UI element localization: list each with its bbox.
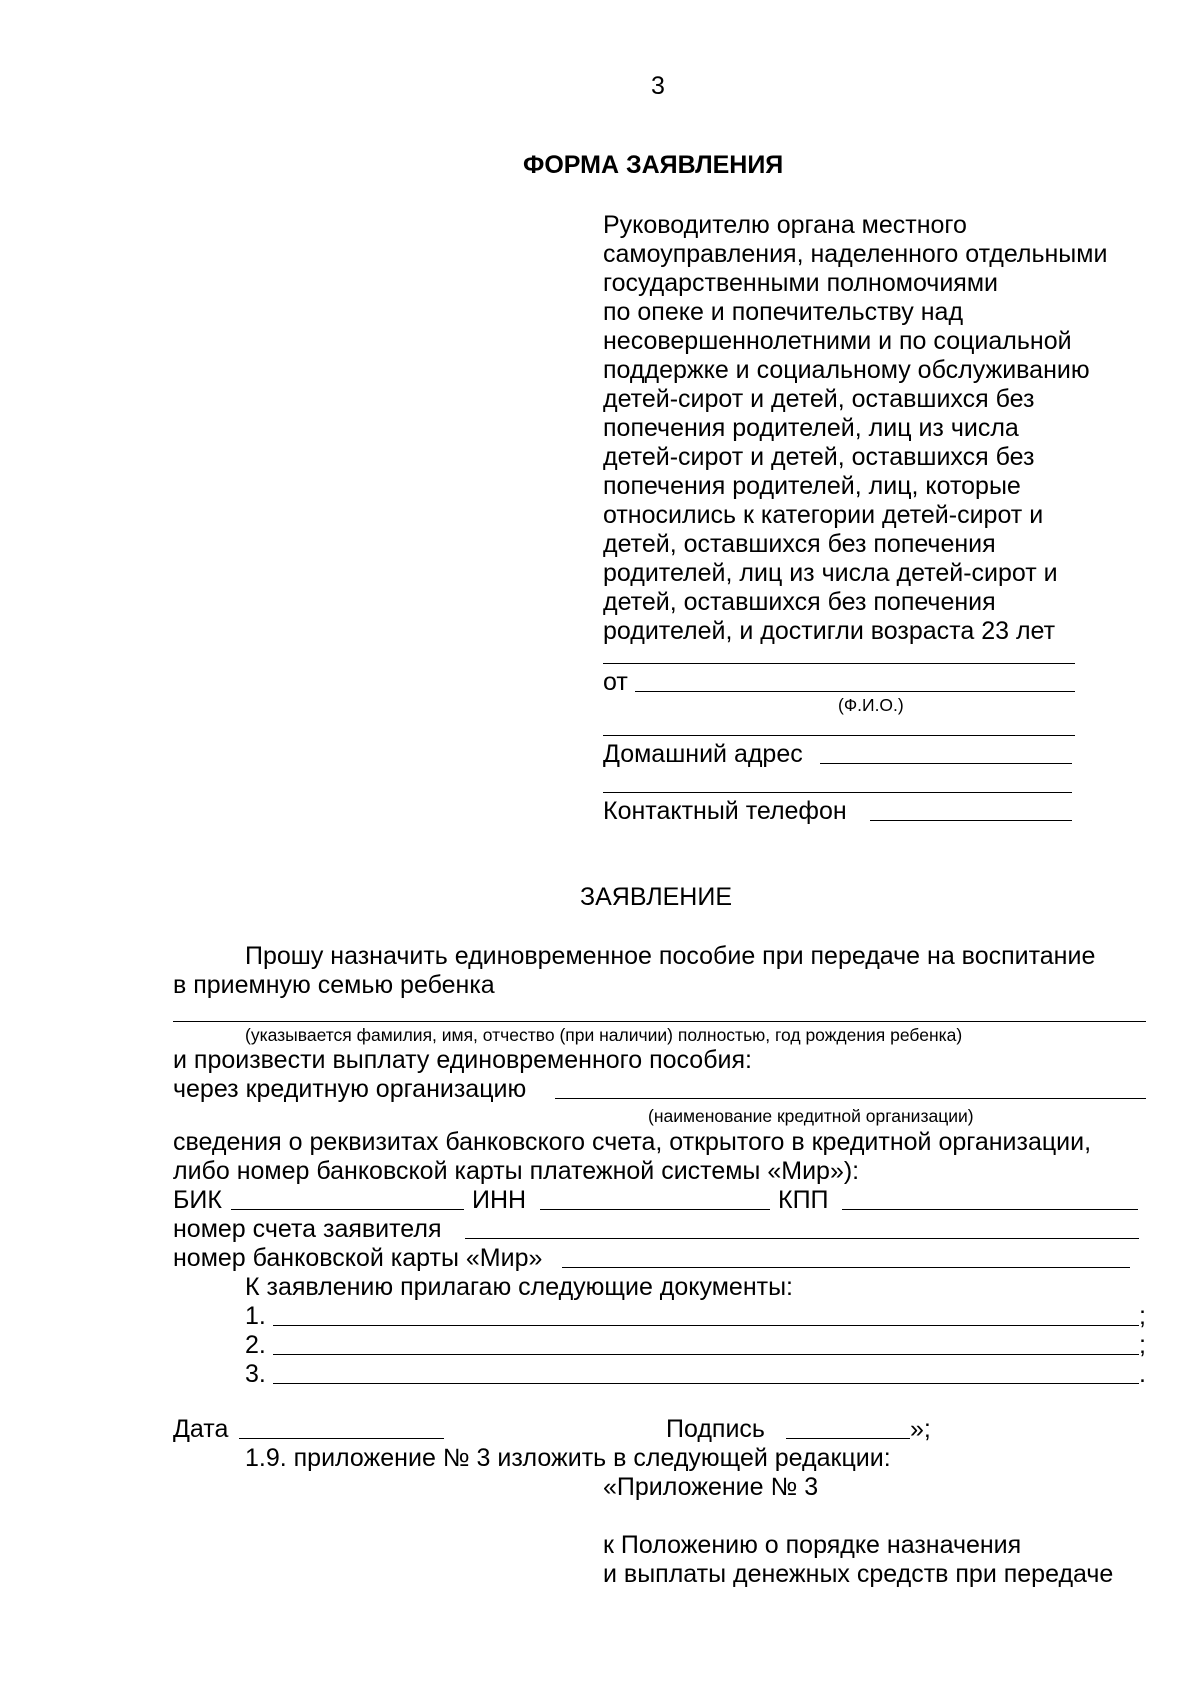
home-address-label: Домашний адрес: [603, 740, 803, 768]
bik-label: БИК: [173, 1186, 222, 1214]
statement-title: ЗАЯВЛЕНИЕ: [580, 883, 733, 911]
account-label: номер счета заявителя: [173, 1215, 442, 1243]
applicant-blank-line-3[interactable]: [603, 792, 1072, 793]
addressee-line: детей-сирот и детей, оставшихся без: [603, 385, 1035, 413]
addressee-line: детей, оставшихся без попечения: [603, 588, 996, 616]
attachments-intro: К заявлению прилагаю следующие документы:: [245, 1273, 793, 1301]
amendment-line: 1.9. приложение № 3 изложить в следующей редакции:: [245, 1444, 891, 1472]
date-field[interactable]: [239, 1438, 444, 1439]
home-address-field[interactable]: [820, 763, 1072, 764]
addressee-line: государственными полномочиями: [603, 269, 998, 297]
form-title: ФОРМА ЗАЯВЛЕНИЯ: [523, 151, 784, 179]
attachment-number: 3.: [245, 1360, 266, 1388]
child-info-field[interactable]: [173, 1021, 1146, 1022]
attachment-field[interactable]: [273, 1325, 1139, 1326]
contact-phone-field[interactable]: [870, 820, 1072, 821]
kpp-field[interactable]: [842, 1209, 1138, 1210]
bank-details-line-2: либо номер банковской карты платежной системы «Мир»):: [173, 1157, 860, 1185]
addressee-line: родителей, и достигли возраста 23 лет: [603, 617, 1056, 645]
credit-org-field[interactable]: [555, 1098, 1146, 1099]
applicant-blank-line-2[interactable]: [603, 735, 1075, 736]
fio-caption: (Ф.И.О.): [838, 695, 904, 715]
request-line-2: в приемную семью ребенка: [173, 971, 495, 999]
attachment-number: 1.: [245, 1302, 266, 1330]
from-label: от: [603, 668, 628, 696]
signature-field[interactable]: [786, 1438, 910, 1439]
addressee-line: поддержке и социальному обслуживанию: [603, 356, 1090, 384]
addressee-line: родителей, лиц из числа детей-сирот и: [603, 559, 1058, 587]
card-label: номер банковской карты «Мир»: [173, 1244, 543, 1272]
page-number: 3: [651, 72, 665, 100]
addressee-line: попечения родителей, лиц из числа: [603, 414, 1019, 442]
fio-field[interactable]: [635, 691, 1075, 692]
addressee-line: самоуправления, наделенного отдельными: [603, 240, 1108, 268]
addressee-line: детей-сирот и детей, оставшихся без: [603, 443, 1035, 471]
appendix-ref-line-2: и выплаты денежных средств при передаче: [603, 1560, 1114, 1588]
addressee-block: [603, 211, 1107, 646]
inn-field[interactable]: [540, 1209, 770, 1210]
addressee-line: несовершеннолетними и по социальной: [603, 327, 1072, 355]
card-field[interactable]: [562, 1267, 1130, 1268]
kpp-label: КПП: [778, 1186, 829, 1214]
account-field[interactable]: [465, 1238, 1139, 1239]
attachment-field[interactable]: [273, 1383, 1139, 1384]
child-info-caption: (указывается фамилия, имя, отчество (при наличии) полностью, год рождения ребенка): [245, 1025, 963, 1045]
applicant-blank-line-1[interactable]: [603, 663, 1075, 664]
credit-org-caption: (наименование кредитной организации): [648, 1106, 974, 1126]
date-label: Дата: [173, 1415, 229, 1443]
payment-line: и произвести выплату единовременного пособия:: [173, 1046, 752, 1074]
addressee-line: по опеке и попечительству над: [603, 298, 964, 326]
attachment-field[interactable]: [273, 1354, 1139, 1355]
appendix-ref-line-1: к Положению о порядке назначения: [603, 1531, 1022, 1559]
credit-org-label: через кредитную организацию: [173, 1075, 527, 1103]
attachment-terminator: ;: [1139, 1331, 1146, 1359]
signature-label: Подпись: [666, 1415, 765, 1443]
request-line-1: Прошу назначить единовременное пособие при передаче на воспитание: [245, 942, 1096, 970]
bik-field[interactable]: [231, 1209, 464, 1210]
addressee-line: Руководителю органа местного: [603, 211, 967, 239]
addressee-line: относились к категории детей-сирот и: [603, 501, 1044, 529]
bank-details-line-1: сведения о реквизитах банковского счета, открытого в кредитной организации,: [173, 1128, 1092, 1156]
signature-end: »;: [910, 1415, 931, 1443]
attachment-terminator: ;: [1139, 1302, 1146, 1330]
attachment-terminator: .: [1139, 1360, 1146, 1388]
contact-phone-label: Контактный телефон: [603, 797, 847, 825]
addressee-line: детей, оставшихся без попечения: [603, 530, 996, 558]
inn-label: ИНН: [472, 1186, 527, 1214]
addressee-line: попечения родителей, лиц, которые: [603, 472, 1021, 500]
attachment-number: 2.: [245, 1331, 266, 1359]
appendix-title: «Приложение № 3: [603, 1473, 819, 1501]
